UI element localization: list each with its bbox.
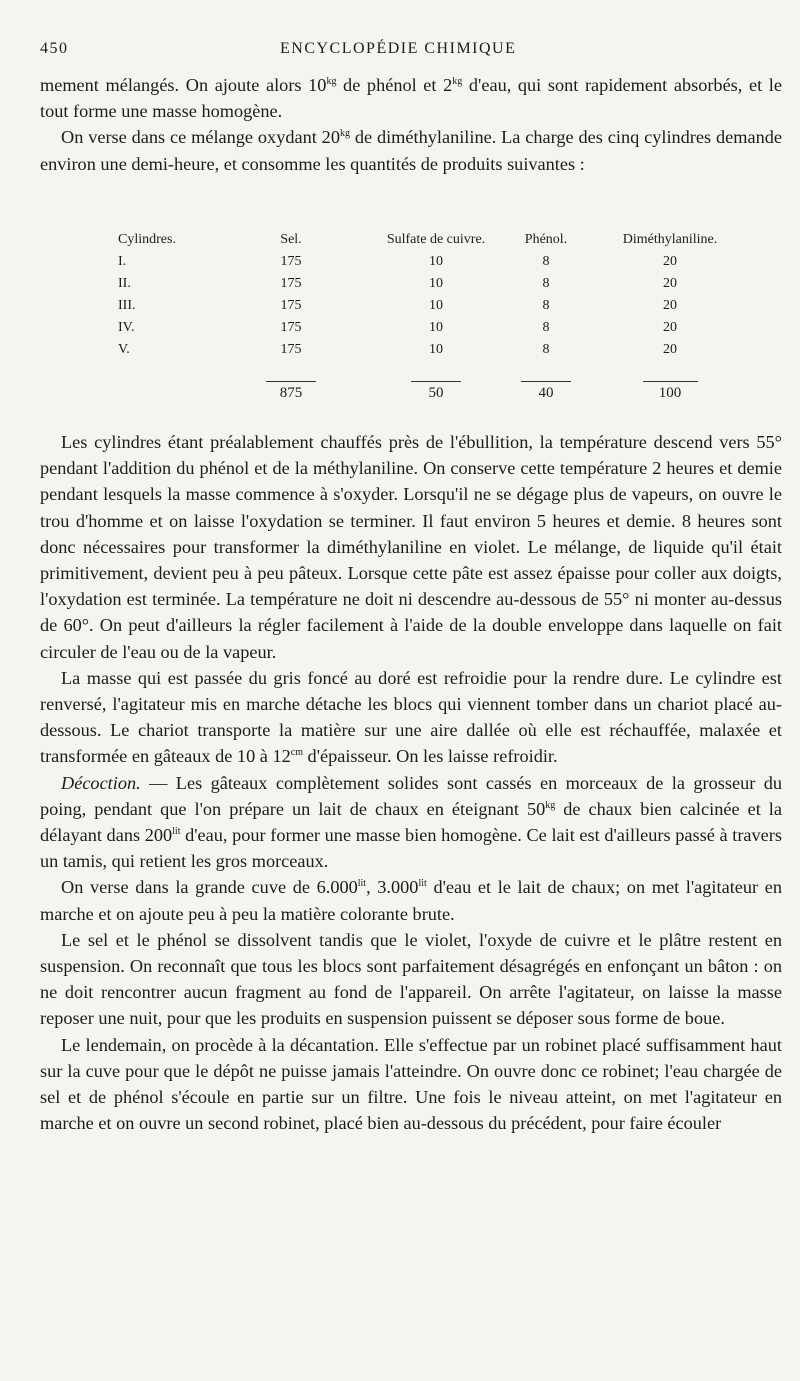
text-block-after-table (40, 429, 782, 1136)
total-rule (266, 381, 316, 382)
column-header-cylindres: Cylindres. (118, 232, 176, 247)
table-cell-sulfate-value: 10 (429, 342, 443, 357)
table-cell-sulfate-value: 10 (429, 276, 443, 291)
page-header (40, 40, 785, 62)
table-cell-dimethylaniline-value: 20 (663, 276, 677, 291)
table-cell-phenol-value: 8 (542, 276, 550, 291)
paragraph: Décoction. — Les gâteaux complètement solides sont cassés en morceaux de la grosseur du poing, pendant que l'on prépare un lait de chaux en éteignant $50^{kg}$ de chaux bien calcinée et la délayant dans $200^{lit}$ d'eau, pour former une masse bien homogène. Ce lait est d'ailleurs passé à travers un tamis, qui retient les gros morceaux. (40, 772, 782, 872)
table-cell-dimethylaniline-value: 20 (663, 320, 677, 335)
total-sel: 875 (279, 385, 303, 401)
running-title: ENCYCLOPÉDIE CHIMIQUE (280, 40, 517, 57)
table-cell-dimethylaniline-value: 20 (663, 254, 677, 269)
total-rule (643, 381, 698, 382)
table-cell-dimethylaniline-value: 20 (663, 342, 677, 357)
quantities-table (40, 232, 785, 412)
table-cell-sulfate-value: 10 (429, 254, 443, 269)
table-cell-sel-value: 175 (280, 342, 302, 357)
total-rule (521, 381, 571, 382)
table-cell-sel-value: 175 (280, 320, 302, 335)
column-header-sel: Sel. (280, 232, 302, 247)
paragraph: Le sel et le phénol se dissolvent tandis que le violet, l'oxyde de cuivre et le plâtre restent en suspension. On reconnaît que tous les blocs sont parfaitement désagrégés en enfonçant un bâton : on ne doit rencontrer aucun fragment au fond de l'appareil. On arrête l'agitateur, on laisse la masse reposer une nuit, pour que les produits en suspension puissent se déposer sous forme de boue. (40, 929, 782, 1029)
table-cell-sel-value: 175 (280, 254, 302, 269)
column-header-sulfate: Sulfate de cuivre. (386, 232, 486, 247)
page-number: 450 (40, 40, 69, 57)
paragraph: mement mélangés. On ajoute alors $10^{kg}$ de phénol et $2^{kg}$ d'eau, qui sont rapidement absorbés, et le tout forme une masse homogène. (40, 75, 782, 122)
table-cell-row-label: II. (118, 276, 131, 291)
table-cell-phenol-value: 8 (542, 342, 550, 357)
total-phenol: 40 (538, 385, 554, 401)
table-cell-phenol-value: 8 (542, 320, 550, 335)
total-rule (411, 381, 461, 382)
table-cell-sel-value: 175 (280, 276, 302, 291)
table-cell-phenol-value: 8 (542, 254, 550, 269)
text-block-before-table (40, 72, 782, 177)
total-dimethylaniline: 100 (658, 385, 682, 401)
table-cell-sulfate-value: 10 (429, 298, 443, 313)
table-cell-row-label: III. (118, 298, 136, 313)
column-header-phenol: Phénol. (524, 232, 568, 247)
table-cell-row-label: IV. (118, 320, 135, 335)
paragraph: On verse dans ce mélange oxydant $20^{kg}$ de diméthylaniline. La charge des cinq cylindres demande environ une demi-heure, et consomme les quantités de produits suivantes : (40, 127, 782, 174)
table-cell-phenol-value: 8 (542, 298, 550, 313)
paragraph: La masse qui est passée du gris foncé au doré est refroidie pour la rendre dure. Le cylindre est renversé, l'agitateur mis en marche détache les blocs qui viennent tomber dans un chariot placé au-dessous. Le chariot transporte la matière sur une aire dallée où elle est réchauffée, malaxée et transformée en gâteaux de 10 à $12^{cm}$ d'épaisseur. On les laisse refroidir. (40, 667, 782, 767)
paragraph: Le lendemain, on procède à la décantation. Elle s'effectue par un robinet placé suffisamment haut sur la cuve pour que le dépôt ne puisse jamais l'atteindre. On ouvre donc ce robinet; l'eau chargée de sel et de phénol s'écoule en partie sur un filtre. Une fois le niveau atteint, on met l'agitateur en marche et on ouvre un second robinet, placé bien au-dessous du précédent, pour faire écouler (40, 1034, 782, 1134)
paragraph: Les cylindres étant préalablement chauffés près de l'ébullition, la température descend vers 55° pendant l'addition du phénol et de la méthylaniline. On conserve cette température 2 heures et demie pendant lesquels la masse commence à s'oxyder. Lorsqu'il ne se dégage plus de vapeurs, on ouvre le trou d'homme et on laisse l'oxydation se terminer. Il faut environ 5 heures et demie. 8 heures sont donc nécessaires pour transformer la diméthylaniline en violet. Le mélange, de liquide qu'il était primitivement, devient peu à peu pâteux. Lorsque cette pâte est assez épaisse pour coller aux doigts, l'oxydation est terminée. La température ne doit ni descendre au-dessous de 55° ni monter au-dessus de 60°. On peut d'ailleurs la régler facilement à l'aide de la double enveloppe dans laquelle on fait circuler de l'eau ou de la vapeur. (40, 432, 782, 662)
table-cell-row-label: V. (118, 342, 130, 357)
total-sulfate: 50 (428, 385, 444, 401)
column-header-dimethylaniline: Diméthylaniline. (622, 232, 718, 247)
table-cell-dimethylaniline-value: 20 (663, 298, 677, 313)
table-cell-sel-value: 175 (280, 298, 302, 313)
table-cell-sulfate-value: 10 (429, 320, 443, 335)
paragraph: On verse dans la grande cuve de $6.000^{lit}$, $3.000^{lit}$ d'eau et le lait de chaux; on met l'agitateur en marche et on ajoute peu à peu la matière colorante brute. (40, 877, 783, 924)
table-cell-row-label: I. (118, 254, 127, 269)
